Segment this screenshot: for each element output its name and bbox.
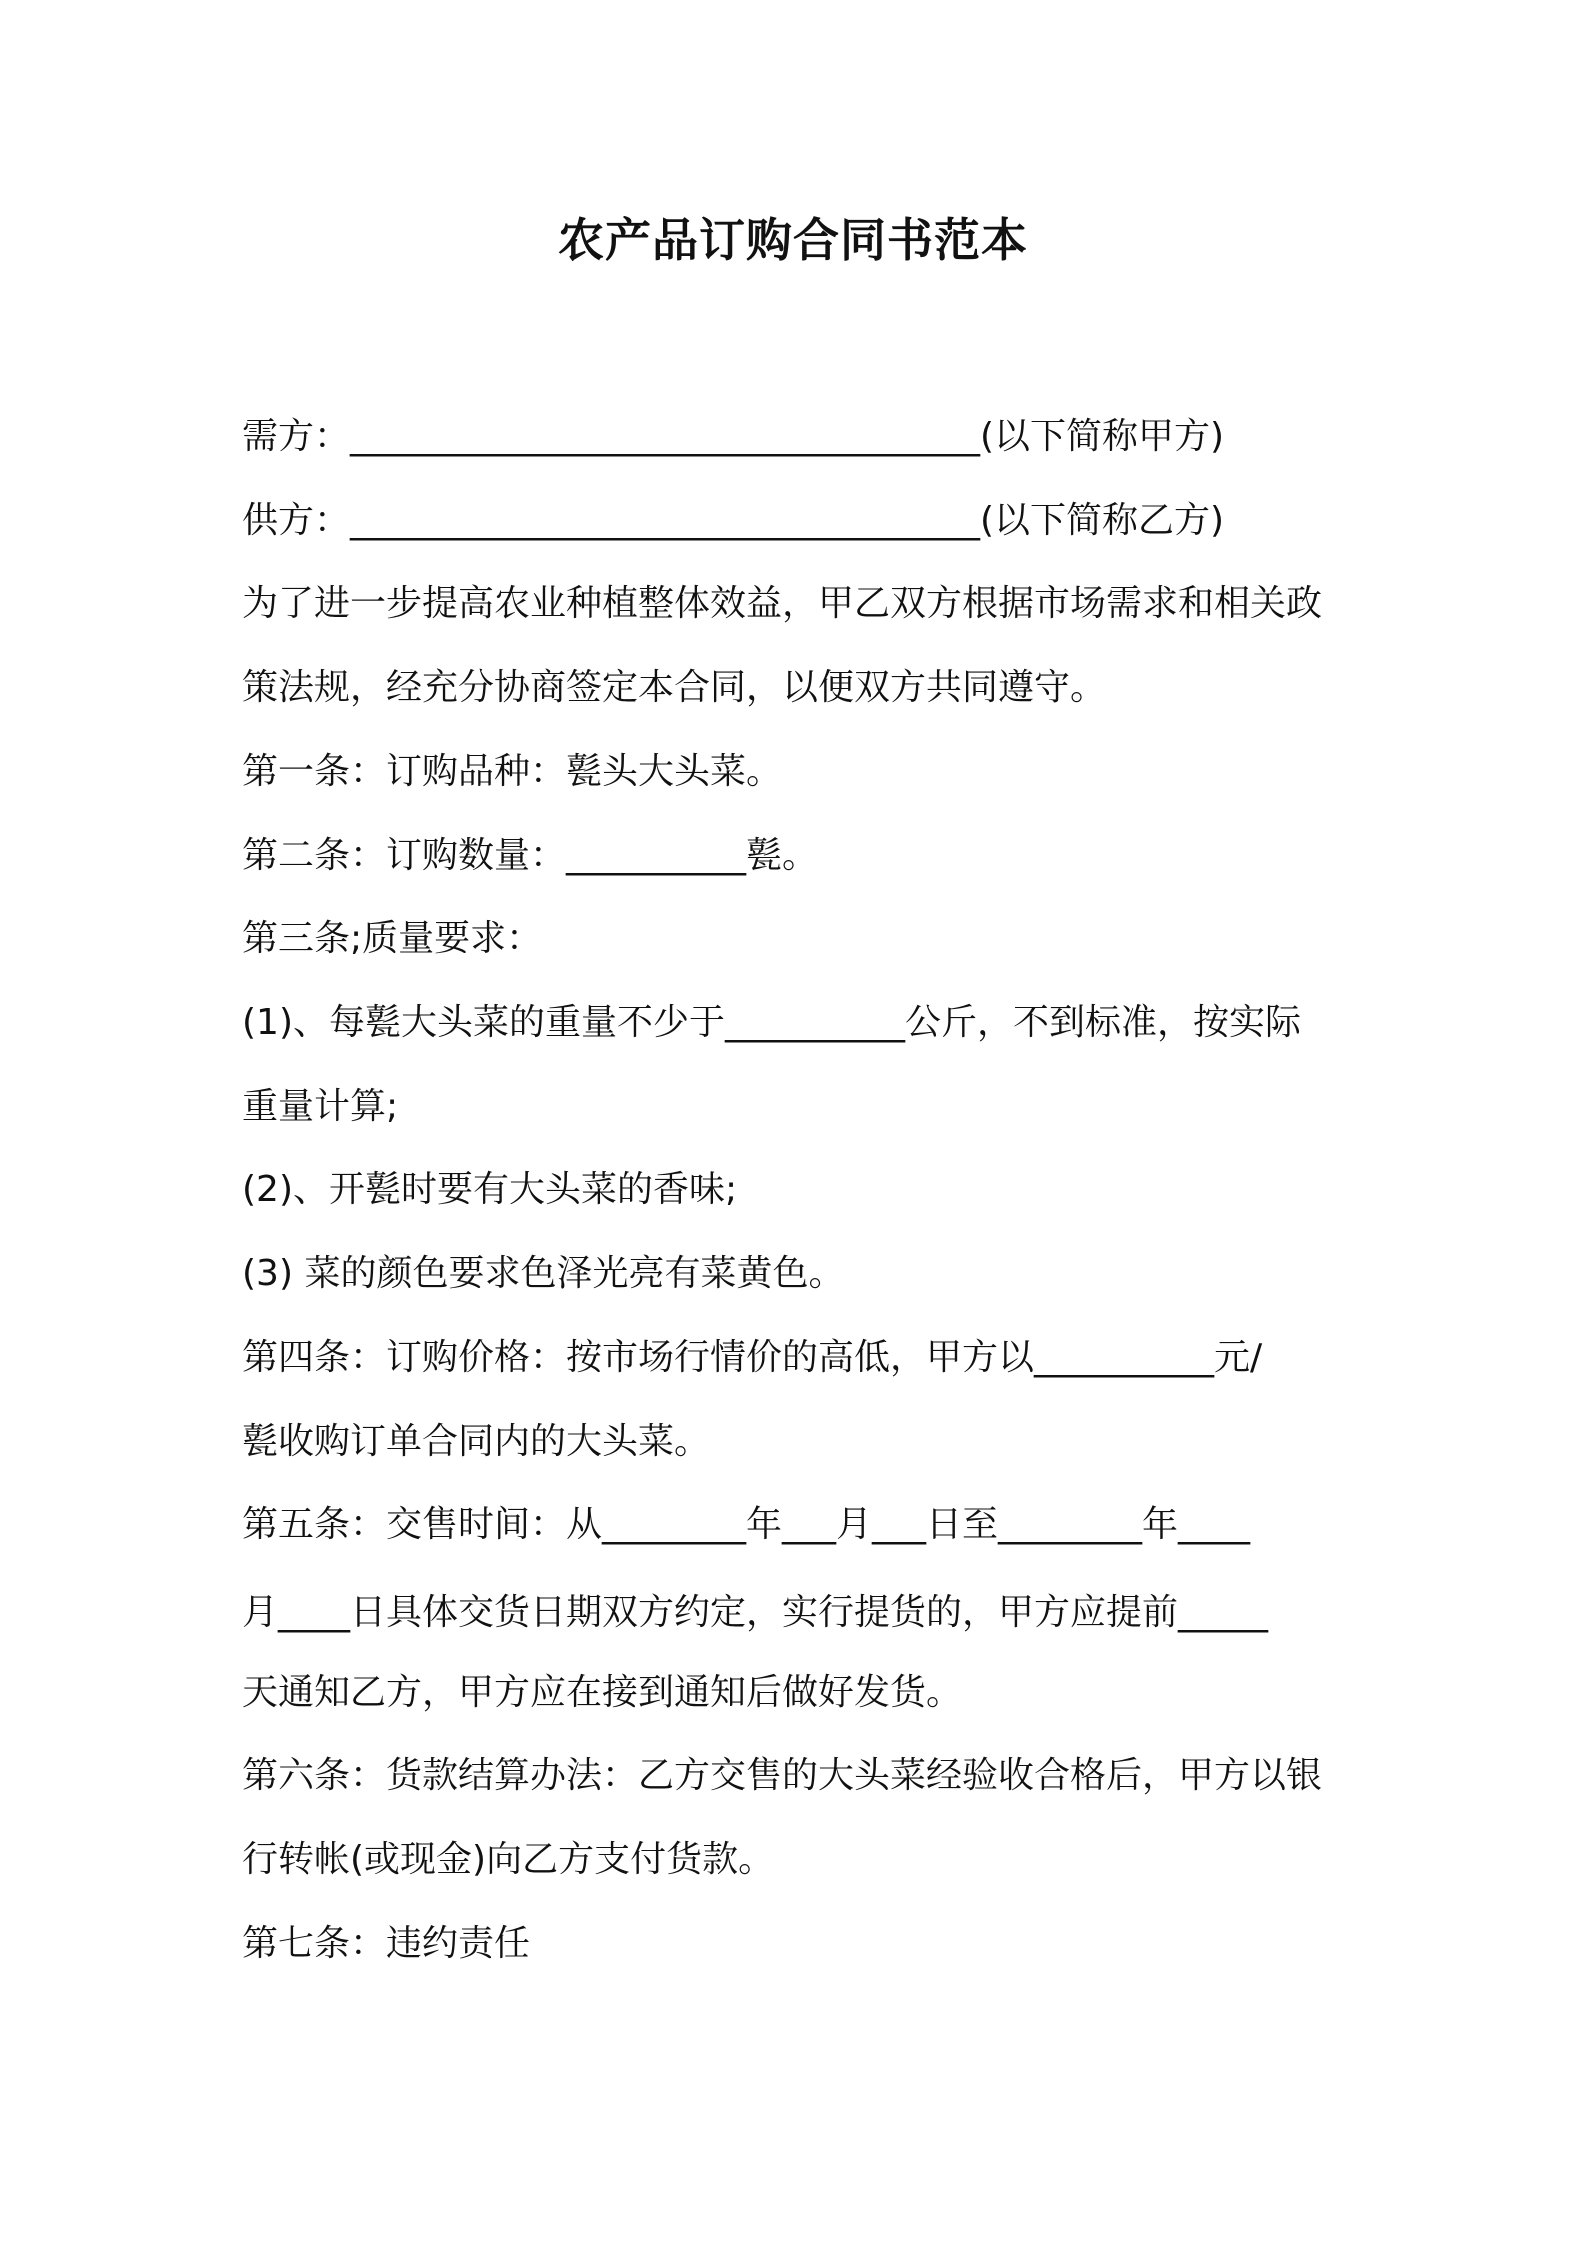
article-4-line-1: 第四条：订购价格：按市场行情价的高低，甲方以__________元/ [242,1337,1263,1378]
article-4-line-2: 甏收购订单合同内的大头菜。 [242,1421,711,1462]
article-6-line-2: 行转帐(或现金)向乙方支付货款。 [242,1839,775,1880]
preamble-line-2: 策法规，经充分协商签定本合同，以便双方共同遵守。 [242,667,1107,708]
preamble-line-1: 为了进一步提高农业种植整体效益，甲乙双方根据市场需求和相关政 [242,583,1323,624]
article-5-line-1: 第五条：交售时间：从________年___月___日至________年____ [242,1504,1251,1545]
party-seller-line: 供方：___________________________________(以下简称乙方) [242,500,1225,541]
article-5-line-3: 天通知乙方，甲方应在接到通知后做好发货。 [242,1672,963,1713]
article-3-heading: 第三条;质量要求： [242,918,543,959]
party-buyer-line: 需方：___________________________________(以下简称甲方) [242,416,1225,457]
article-7-heading: 第七条：违约责任 [242,1923,531,1964]
quality-item-3: (3) 菜的颜色要求色泽光亮有菜黄色。 [242,1253,845,1294]
article-1: 第一条：订购品种：甏头大头菜。 [242,751,783,792]
quality-item-1-line-2: 重量计算; [242,1086,399,1127]
article-6-line-1: 第六条：货款结算办法：乙方交售的大头菜经验收合格后，甲方以银 [242,1755,1323,1796]
quality-item-2: (2)、开甏时要有大头菜的香味; [242,1169,738,1210]
document-title: 农产品订购合同书范本 [558,213,1028,267]
article-5-line-2: 月____日具体交货日期双方约定，实行提货的，甲方应提前_____ [242,1592,1269,1633]
quality-item-1-line-1: (1)、每甏大头菜的重量不少于__________公斤，不到标准，按实际 [242,1002,1301,1043]
article-2: 第二条：订购数量：__________甏。 [242,835,819,876]
